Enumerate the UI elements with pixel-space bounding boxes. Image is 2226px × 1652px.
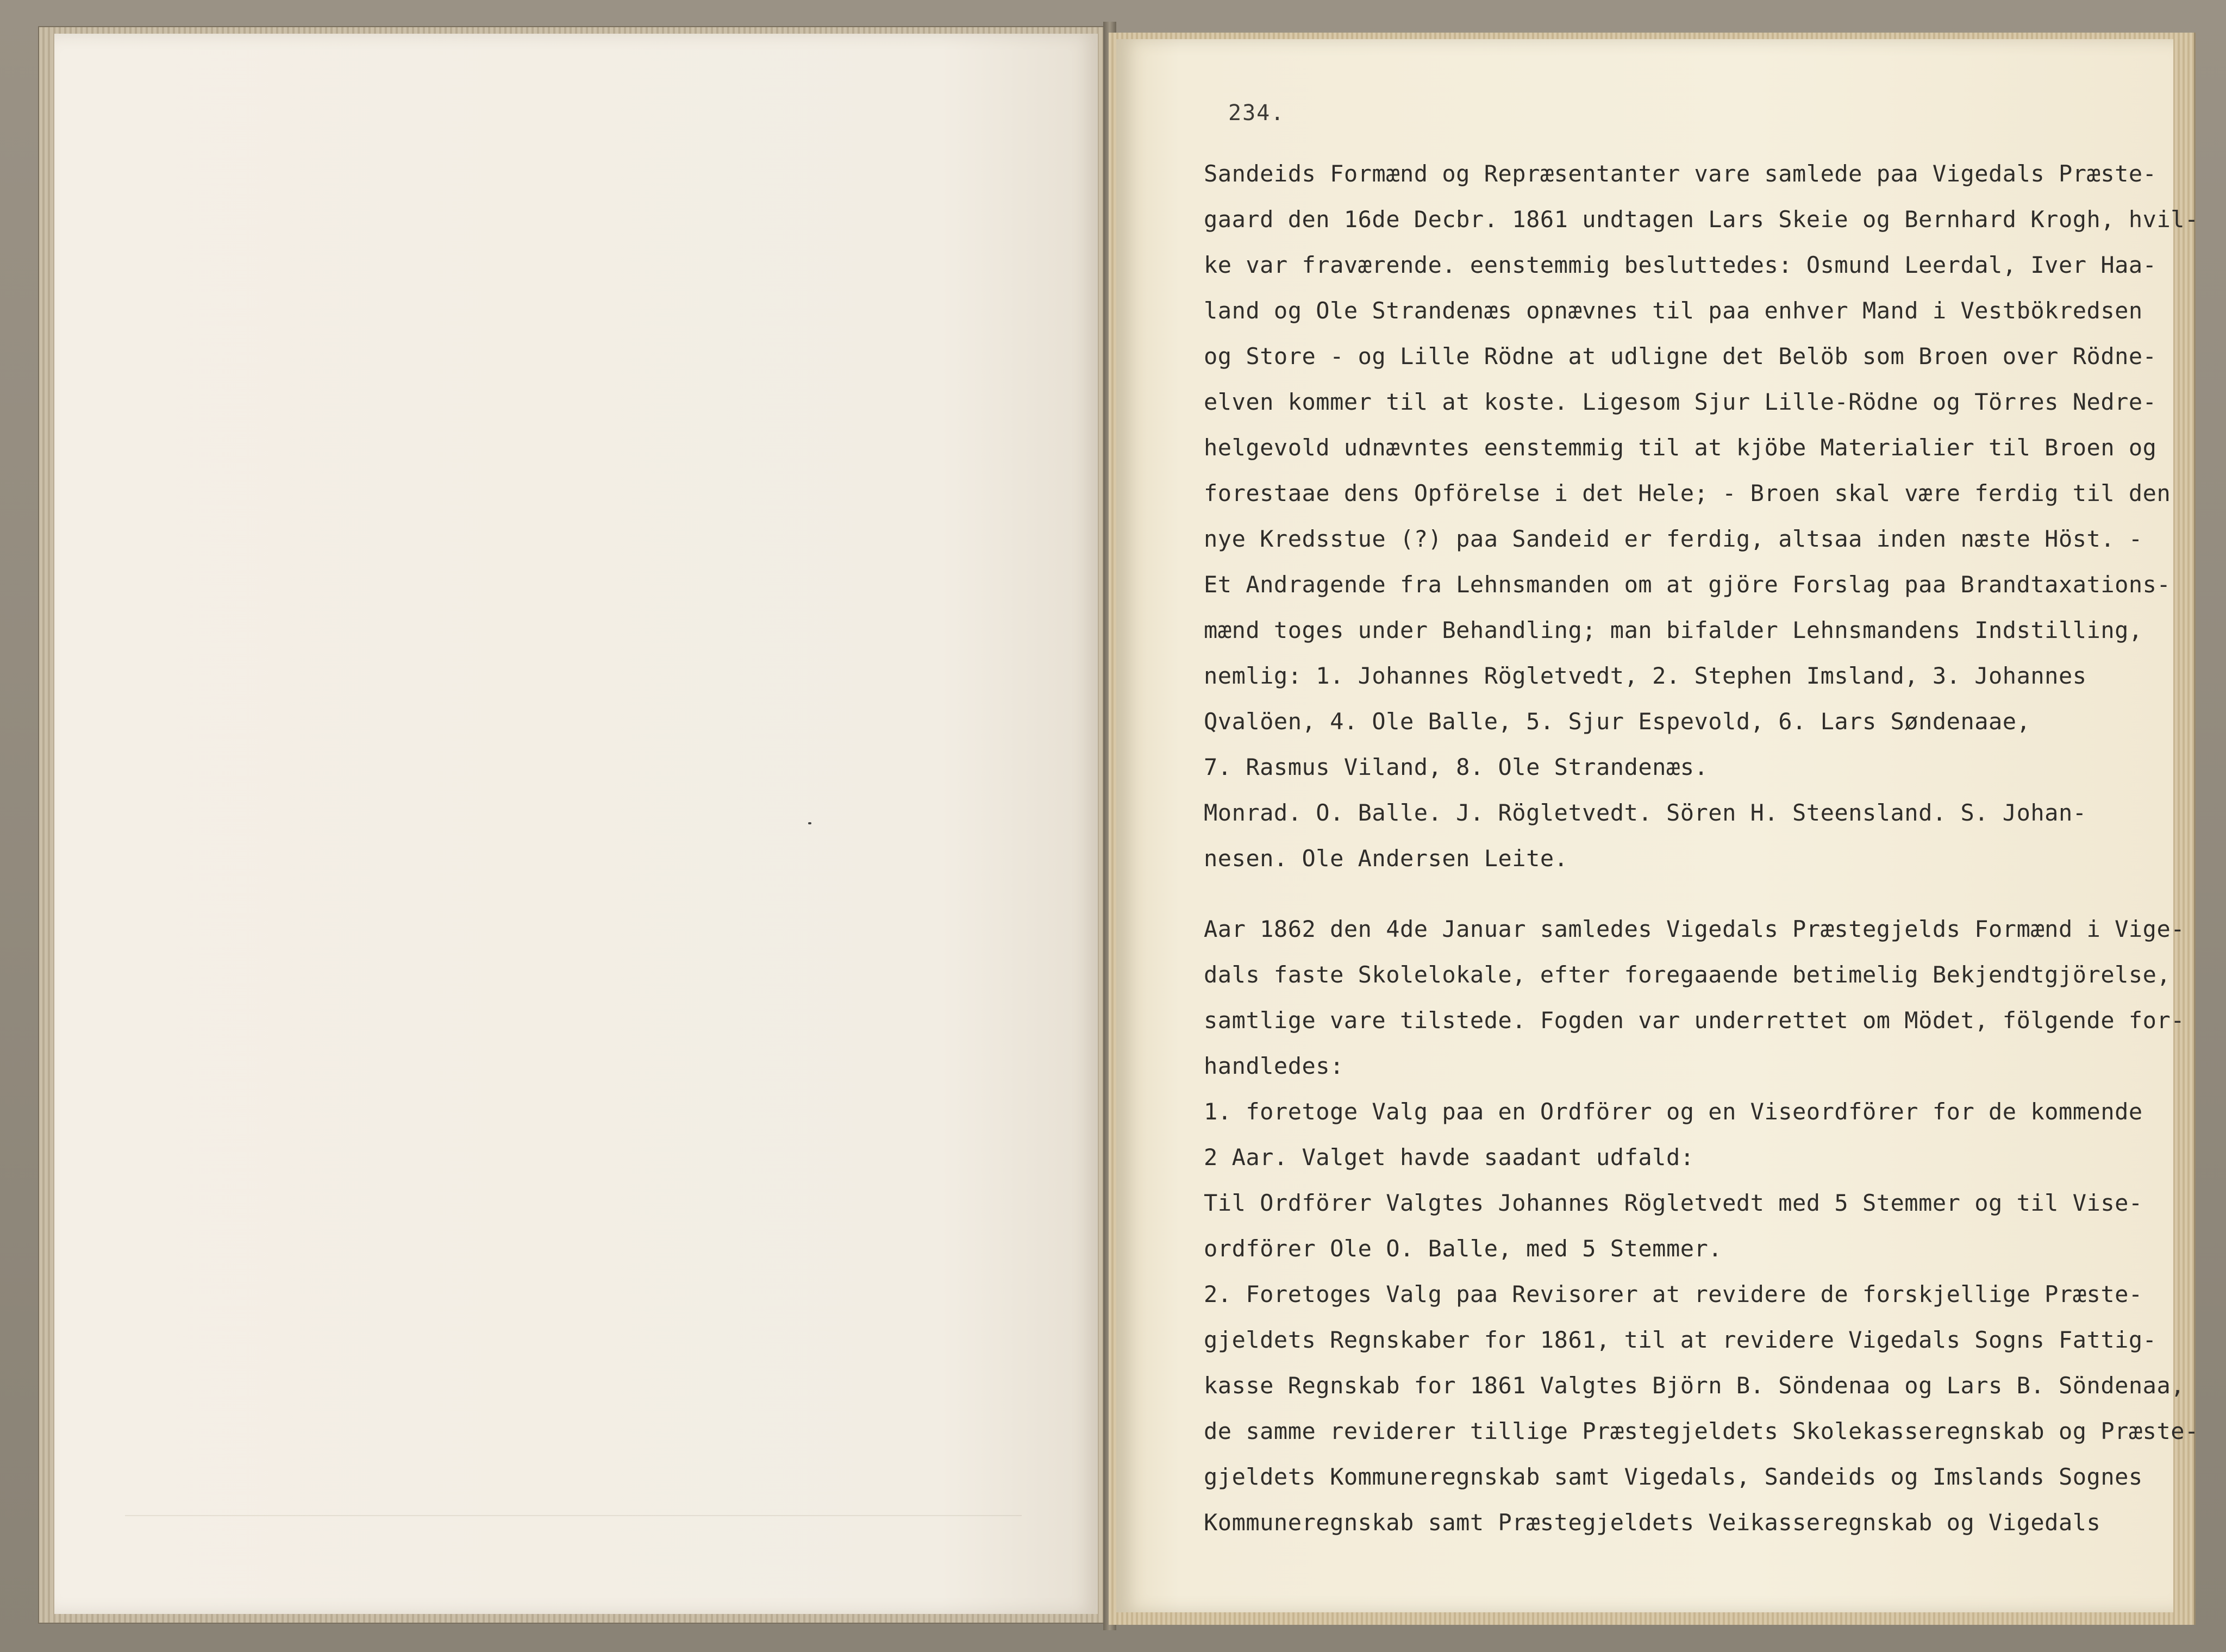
text-line: gaard den 16de Decbr. 1861 undtagen Lars Skeie og Bernhard Krogh, hvil- — [1204, 206, 2199, 233]
text-line: Monrad. O. Balle. J. Rögletvedt. Sören H. Steensland. S. Johan- — [1204, 799, 2087, 826]
page-crease — [125, 1515, 1022, 1516]
text-line: handledes: — [1204, 1053, 1344, 1079]
text-line: Til Ordförer Valgtes Johannes Rögletvedt med 5 Stemmer og til Vise- — [1204, 1190, 2143, 1216]
text-line: 2. Foretoges Valg paa Revisorer at revidere de forskjellige Præste- — [1204, 1281, 2143, 1307]
text-line: Kommuneregnskab samt Præstegjeldets Veikasseregnskab og Vigedals — [1204, 1509, 2101, 1536]
page-number: 234. — [1228, 101, 1285, 126]
text-line: gjeldets Kommuneregnskab samt Vigedals, Sandeids og Imslands Sognes — [1204, 1463, 2143, 1490]
text-line: de samme reviderer tillige Præstegjeldets Skolekasseregnskab og Præste- — [1204, 1418, 2199, 1444]
text-line: og Store - og Lille Rödne at udligne det Belöb som Broen over Rödne- — [1204, 343, 2157, 370]
text-line: mænd toges under Behandling; man bifalder Lehnsmandens Indstilling, — [1204, 617, 2143, 643]
text-line: Qvalöen, 4. Ole Balle, 5. Sjur Espevold, 6. Lars Søndenaae, — [1204, 708, 2031, 735]
text-line: Aar 1862 den 4de Januar samledes Vigedals Præstegjelds Formænd i Vige- — [1204, 916, 2185, 942]
text-line: Sandeids Formænd og Repræsentanter vare samlede paa Vigedals Præste- — [1204, 160, 2157, 187]
text-line: dals faste Skolelokale, efter foregaaende betimelig Bekjendtgjörelse, — [1204, 961, 2171, 988]
ink-speck — [808, 822, 811, 824]
text-line: helgevold udnævntes eenstemmig til at kjöbe Materialier til Broen og — [1204, 434, 2157, 461]
typed-text-block — [1204, 151, 2199, 1545]
text-line: 1. foretoge Valg paa en Ordförer og en Viseordförer for de kommende — [1204, 1098, 2143, 1125]
text-line: kasse Regnskab for 1861 Valgtes Björn B. Söndenaa og Lars B. Söndenaa, — [1204, 1372, 2185, 1399]
left-page-blank — [54, 34, 1098, 1614]
text-line: gjeldets Regnskaber for 1861, til at revidere Vigedals Sogns Fattig- — [1204, 1326, 2157, 1353]
paragraph-gap — [1204, 881, 2166, 906]
text-line: nemlig: 1. Johannes Rögletvedt, 2. Stephen Imsland, 3. Johannes — [1204, 662, 2087, 689]
text-line: elven kommer til at koste. Ligesom Sjur Lille-Rödne og Törres Nedre- — [1204, 389, 2157, 415]
text-line: nesen. Ole Andersen Leite. — [1204, 845, 1568, 872]
text-line: 7. Rasmus Viland, 8. Ole Strandenæs. — [1204, 754, 1709, 780]
text-line: forestaae dens Opförelse i det Hele; - Broen skal være ferdig til den — [1204, 480, 2171, 506]
meeting-1861-minutes — [1204, 151, 2199, 881]
text-line: ordförer Ole O. Balle, med 5 Stemmer. — [1204, 1235, 1723, 1262]
text-line: ke var fraværende. eenstemmig besluttedes: Osmund Leerdal, Iver Haa- — [1204, 252, 2157, 278]
text-line: land og Ole Strandenæs opnævnes til paa enhver Mand i Vestbökredsen — [1204, 297, 2143, 324]
text-line: samtlige vare tilstede. Fogden var underrettet om Mödet, fölgende for- — [1204, 1007, 2185, 1034]
text-line: Et Andragende fra Lehnsmanden om at gjöre Forslag paa Brandtaxations- — [1204, 571, 2171, 598]
meeting-1862-minutes — [1204, 906, 2199, 1545]
text-line: 2 Aar. Valget havde saadant udfald: — [1204, 1144, 1694, 1171]
text-line: nye Kredsstue (?) paa Sandeid er ferdig, altsaa inden næste Höst. - — [1204, 525, 2143, 552]
